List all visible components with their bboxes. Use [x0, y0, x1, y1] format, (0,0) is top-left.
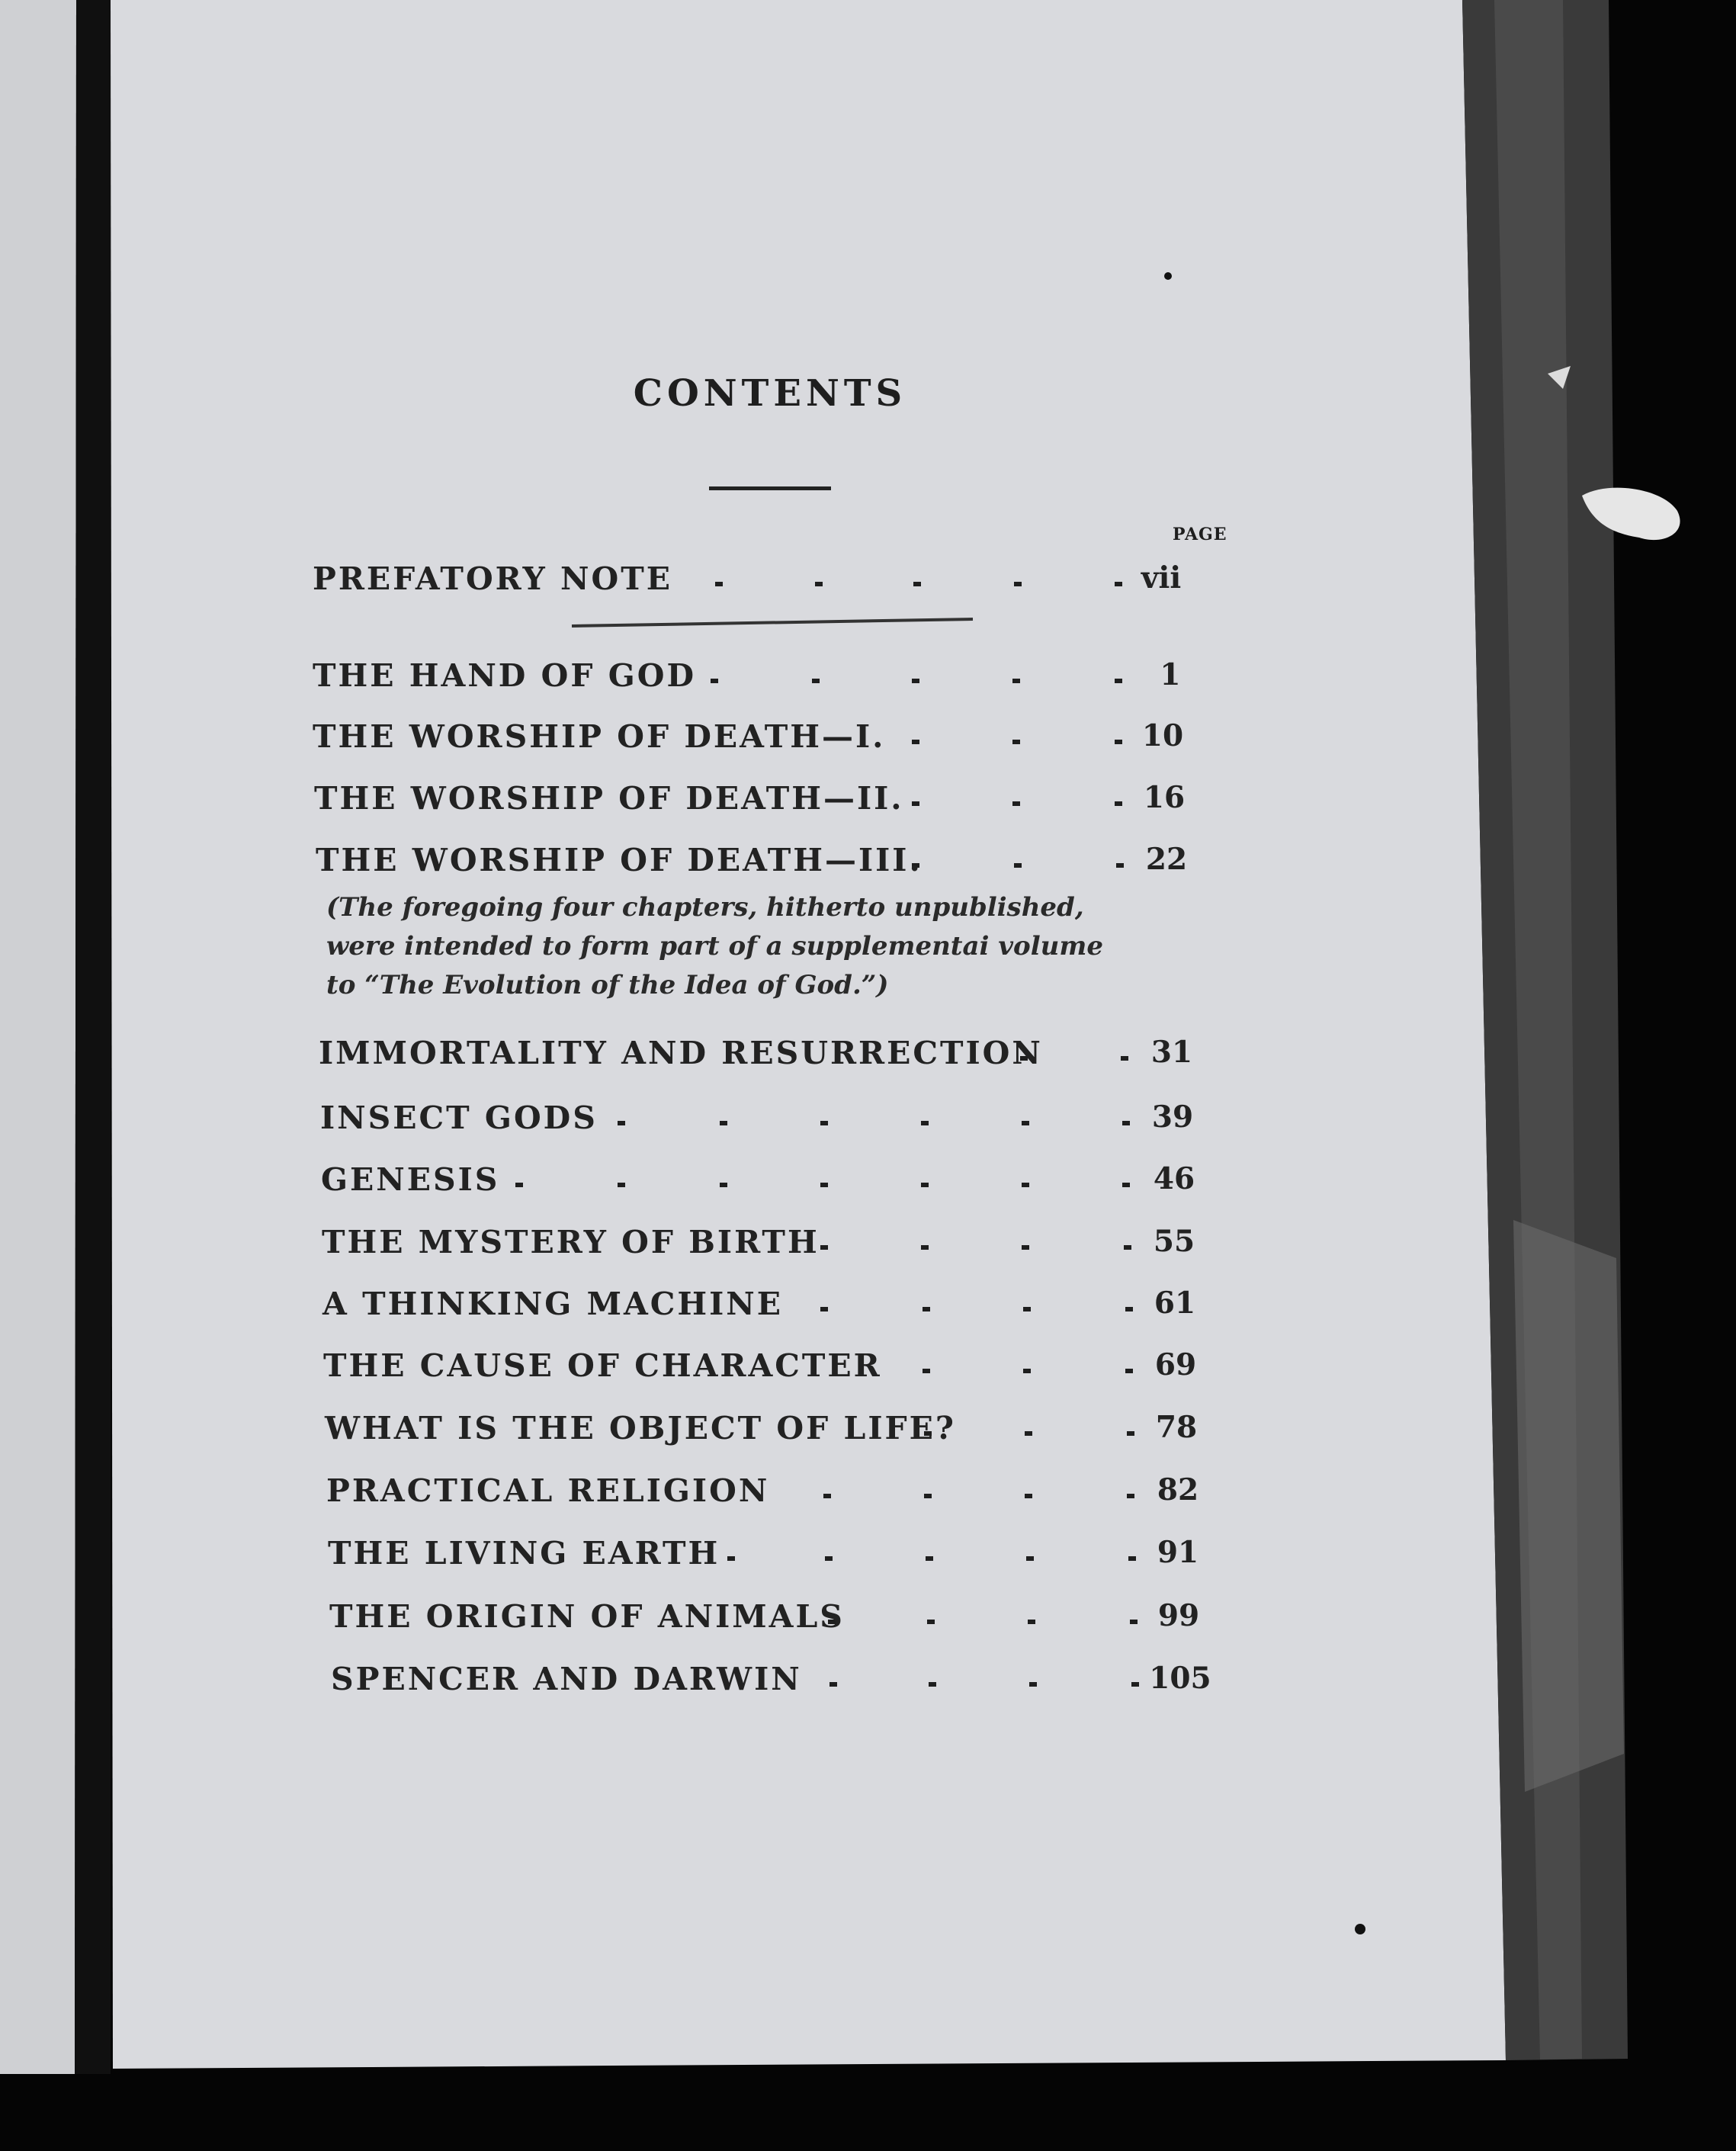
- toc-entry-title: THE MYSTERY OF BIRTH: [322, 1224, 820, 1260]
- page-title: CONTENTS: [633, 372, 907, 415]
- chapter-note: (The foregoing four chapters, hitherto unpublished, were intended to form part of a supplementai volume to “The Evolution of the Idea of God.”): [326, 892, 1103, 1000]
- leader-dot: [820, 1183, 828, 1187]
- leader-dot: [823, 1494, 831, 1498]
- toc-entry-title: THE WORSHIP OF DEATH—I.: [313, 718, 886, 755]
- toc-entry-title: WHAT IS THE OBJECT OF LIFE?: [325, 1410, 956, 1446]
- toc-entry-title: THE HAND OF GOD: [313, 657, 697, 694]
- toc-entry-page: 46: [1153, 1161, 1195, 1196]
- leader-dot: [825, 1556, 833, 1561]
- gutter: [75, 0, 111, 2074]
- toc-entry-page: 1: [1160, 657, 1181, 692]
- leader-dot: [618, 1183, 625, 1187]
- leader-dot: [515, 1183, 523, 1187]
- leader-dot: [912, 801, 919, 806]
- toc-entry-page: 10: [1141, 718, 1184, 753]
- leader-dot: [923, 1369, 930, 1373]
- toc-entry-page: 69: [1154, 1347, 1197, 1382]
- toc-entry-page: 39: [1151, 1100, 1194, 1135]
- page-column-label: PAGE: [1173, 525, 1227, 544]
- toc-entry-title: IMMORTALITY AND RESURRECTION: [319, 1035, 1043, 1071]
- leader-dot: [1022, 1121, 1029, 1125]
- leader-dot: [711, 679, 718, 683]
- leader-dot: [1029, 1682, 1037, 1687]
- toc-entry-title: THE LIVING EARTH: [328, 1535, 720, 1572]
- toc-entry-page: 105: [1149, 1661, 1211, 1696]
- toc-entry-page: 22: [1145, 842, 1188, 877]
- leader-dot: [921, 1121, 929, 1125]
- toc-entry-page: 82: [1157, 1472, 1199, 1507]
- toc-entry-title: THE WORSHIP OF DEATH—III.: [316, 842, 923, 878]
- toc-entry-page: 16: [1143, 780, 1186, 815]
- leader-dot: [1028, 1620, 1035, 1624]
- leader-dot: [1012, 801, 1020, 806]
- toc-entry-page: 61: [1154, 1286, 1196, 1321]
- toc-entry-title: THE ORIGIN OF ANIMALS: [329, 1598, 845, 1635]
- toc-entry-title: PRACTICAL RELIGION: [326, 1472, 770, 1509]
- leader-dot: [1022, 1245, 1029, 1250]
- leader-dot: [913, 582, 921, 586]
- toc-entry-title: THE CAUSE OF CHARACTER: [323, 1347, 882, 1384]
- leader-dot: [927, 1620, 935, 1624]
- leader-dot: [618, 1121, 625, 1125]
- toc-entry-title: SPENCER AND DARWIN: [331, 1661, 802, 1697]
- leader-dot: [829, 1682, 837, 1687]
- leader-dot: [1026, 1556, 1034, 1561]
- toc-entry-page: 31: [1150, 1035, 1193, 1070]
- leader-dot: [812, 679, 820, 683]
- leader-dot: [921, 1245, 929, 1250]
- leader-dot: [1025, 1431, 1032, 1436]
- leader-dot: [912, 740, 919, 744]
- left-page-edge: [0, 0, 76, 2074]
- leader-dot: [912, 679, 919, 683]
- leader-dot: [1022, 1183, 1029, 1187]
- leader-dot: [926, 1556, 933, 1561]
- leader-dot: [1014, 863, 1022, 868]
- leader-dot: [715, 582, 723, 586]
- leader-dot: [815, 582, 823, 586]
- toc-entry-page: 99: [1157, 1598, 1200, 1633]
- toc-entry-page: 78: [1155, 1410, 1198, 1445]
- toc-entry-page: 91: [1157, 1535, 1199, 1570]
- leader-dot: [1023, 1307, 1031, 1311]
- leader-dot: [921, 1183, 929, 1187]
- toc-entry-title: GENESIS: [321, 1161, 500, 1198]
- leader-dot: [720, 1183, 727, 1187]
- toc-entry-title: INSECT GODS: [320, 1100, 598, 1136]
- leader-dot: [1012, 679, 1020, 683]
- leader-dot: [924, 1494, 932, 1498]
- leader-dot: [820, 1121, 828, 1125]
- leader-dot: [820, 1307, 828, 1311]
- leader-dot: [1025, 1494, 1032, 1498]
- leader-dot: [720, 1121, 727, 1125]
- leader-dot: [929, 1682, 936, 1687]
- leader-dot: [1012, 740, 1020, 744]
- toc-entry-title: PREFATORY NOTE: [313, 560, 672, 597]
- leader-dot: [820, 1245, 828, 1250]
- toc-entry-title: A THINKING MACHINE: [322, 1286, 784, 1322]
- leader-dot: [1115, 679, 1122, 683]
- toc-entry-page: vii: [1141, 560, 1182, 596]
- toc-entry-title: THE WORSHIP OF DEATH—II.: [314, 780, 904, 817]
- toc-entry-page: 55: [1153, 1224, 1195, 1259]
- leader-dot: [1023, 1369, 1031, 1373]
- leader-dot: [727, 1556, 735, 1561]
- leader-dot: [923, 1307, 930, 1311]
- leader-dot: [1014, 582, 1022, 586]
